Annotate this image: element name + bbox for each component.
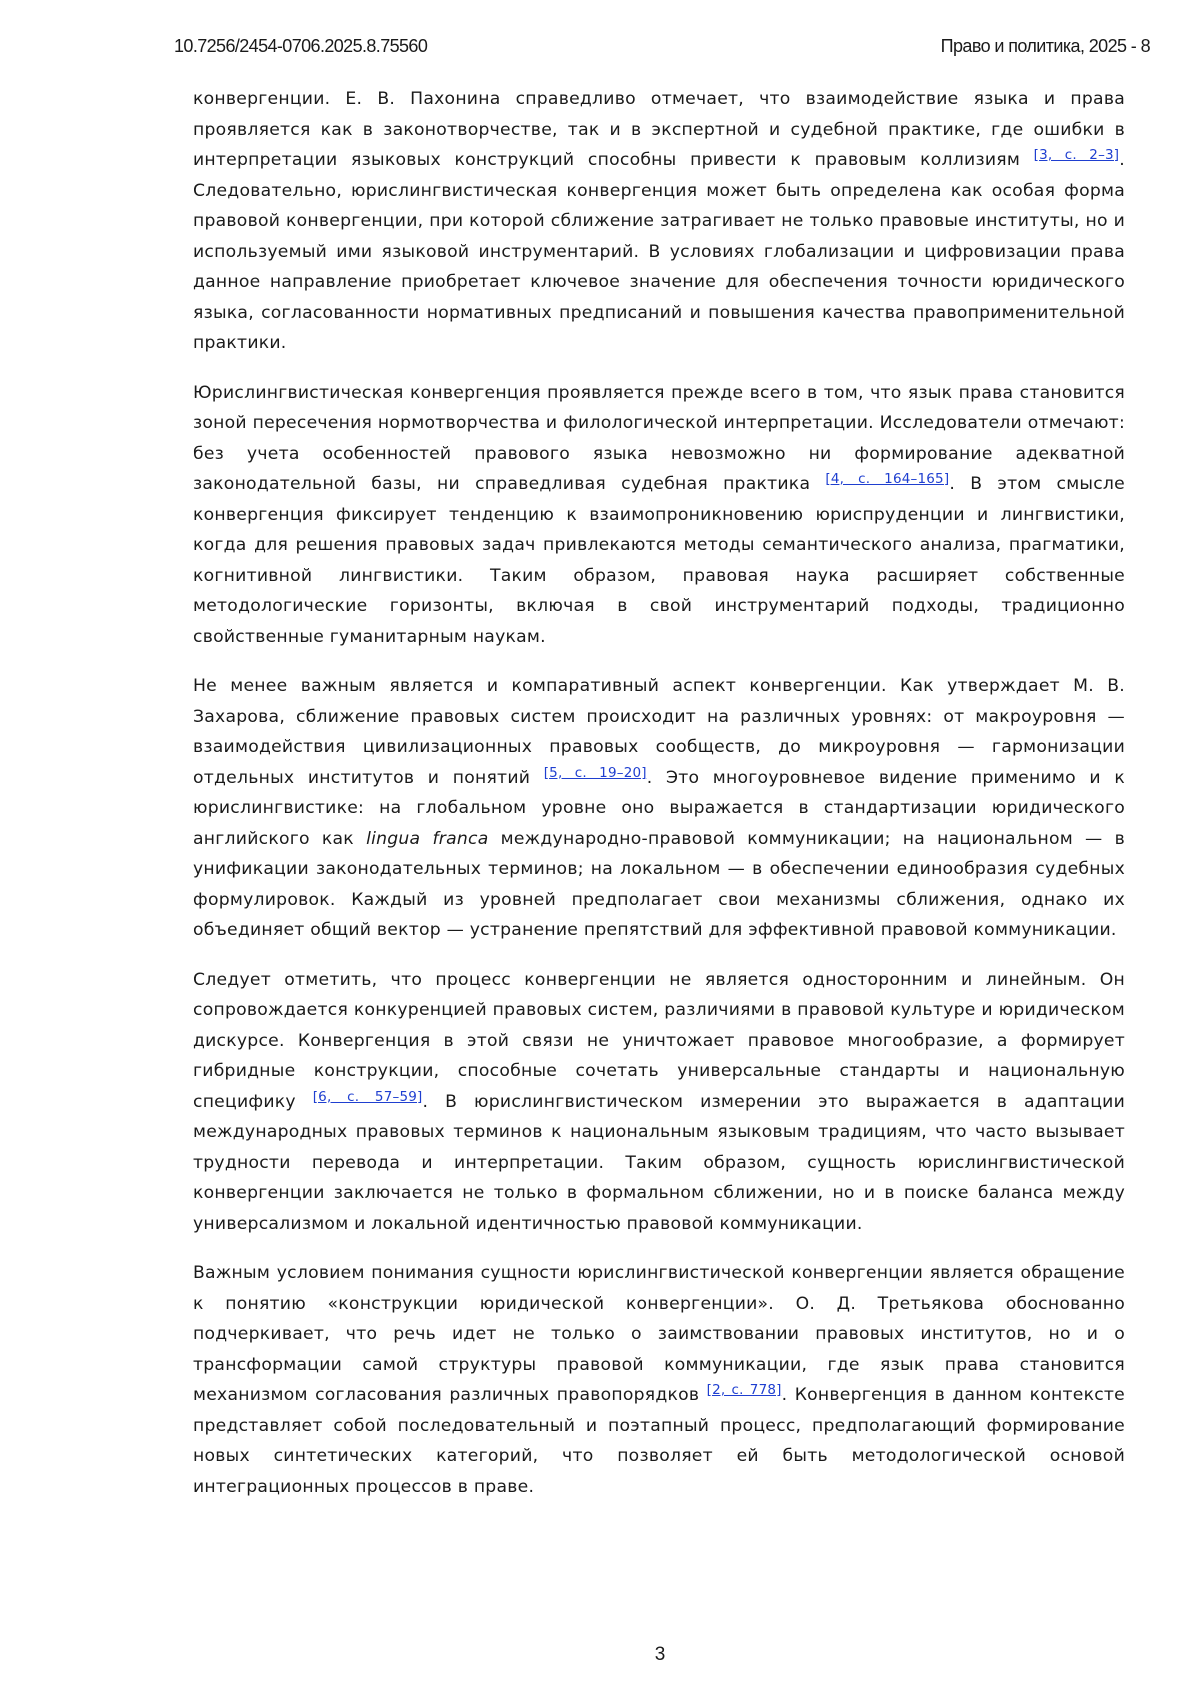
paragraph-text: . Это многоуровневое видение применимо и к юрислингвистике: на глобальном уровне оно выражается в стандартизации юридического английского как <box>193 768 1125 849</box>
paragraph-text: международно-правовой коммуникации; на национальном — в унификации законодательных терминов; на локальном — в обеспечении единообразия судебных формулировок. Каждый из уровней предполагает свои механизмы сближения, однако их объединяет общий вектор — устранение препятствий для эффективной правовой коммуникации. <box>193 829 1125 941</box>
paragraph-text: конвергенции. Е. В. Пахонина справедливо отмечает, что взаимодействие языка и права проявляется как в законотворчестве, так и в экспертной и судебной практике, где ошибки в интерпретации языковых конструкций способны привести к правовым коллизиям <box>193 89 1125 170</box>
page-header <box>174 36 1150 62</box>
paragraph-text: Не менее важным является и компаративный аспект конвергенции. Как утверждает М. В. Захарова, сближение правовых систем происходит на различных уровнях: от макроуровня — взаимодействия цивилизационных правовых сообществ, до микроуровня — гармонизации отдельных институтов и понятий <box>193 676 1125 788</box>
paragraph-text: . Конвергенция в данном контексте представляет собой последовательный и поэтапный процесс, предполагающий формирование новых синтетических категорий, что позволяет ей быть методологической основой интеграционных процессов в праве. <box>193 1385 1125 1497</box>
paragraph-3 <box>193 671 1125 946</box>
citation-link[interactable]: [5, с. 19–20] <box>544 765 647 781</box>
italic-term: lingua franca <box>366 829 488 849</box>
paragraph-5 <box>193 1258 1125 1502</box>
paragraph-text: Юрислингвистическая конвергенция проявляется прежде всего в том, что язык права становится зоной пересечения нормотворчества и филологической интерпретации. Исследователи отмечают: без учета особенностей правового языка невозможно ни формирование адекватной законодательной базы, ни справедливая судебная практика <box>193 383 1125 495</box>
citation-link[interactable]: [3, с. 2–3] <box>1034 147 1120 163</box>
paragraph-text: . Следовательно, юрислингвистическая конвергенция может быть определена как особая форма правовой конвергенции, при которой сближение затрагивает не только правовые институты, но и используемый ими языковой инструментарий. В условиях глобализации и цифровизации права данное направление приобретает ключевое значение для обеспечения точности юридического языка, согласованности нормативных предписаний и повышения качества правоприменительной практики. <box>193 150 1125 353</box>
paragraph-text: Важным условием понимания сущности юрислингвистической конвергенции является обращение к понятию «конструкции юридической конвергенции». О. Д. Третьякова обоснованно подчеркивает, что речь идет не только о заимствовании правовых институтов, но и о трансформации самой структуры правовой коммуникации, где язык права становится механизмом согласования различных правопорядков <box>193 1263 1125 1405</box>
paragraph-text: . В юрислингвистическом измерении это выражается в адаптации международных правовых терминов к национальным языковым традициям, что часто вызывает трудности перевода и интерпретации. Таким образом, сущность юрислингвистической конвергенции заключается не только в формальном сближении, но и в поиске баланса между универсализмом и локальной идентичностью правовой коммуникации. <box>193 1092 1125 1234</box>
journal-issue-label: Право и политика, 2025 - 8 <box>941 36 1150 57</box>
paragraph-1 <box>193 84 1125 359</box>
doi-label: 10.7256/2454-0706.2025.8.75560 <box>174 36 427 57</box>
citation-link[interactable]: [4, с. 164–165] <box>825 471 949 487</box>
paragraph-2 <box>193 378 1125 653</box>
page-number: 3 <box>0 1644 1200 1666</box>
paragraph-text: . В этом смысле конвергенция фиксирует тенденцию к взаимопроникновению юриспруденции и лингвистики, когда для решения правовых задач привлекаются методы семантического анализа, прагматики, когнитивной лингвистики. Таким образом, правовая наука расширяет собственные методологические горизонты, включая в свой инструментарий подходы, традиционно свойственные гуманитарным наукам. <box>193 474 1125 647</box>
paragraph-text: Следует отметить, что процесс конвергенции не является односторонним и линейным. Он сопровождается конкуренцией правовых систем, различиями в правовой культуре и юридическом дискурсе. Конвергенция в этой связи не уничтожает правовое многообразие, а формирует гибридные конструкции, способные сочетать универсальные стандарты и национальную специфику <box>193 970 1125 1112</box>
citation-link[interactable]: [2, с. 778] <box>707 1382 782 1398</box>
citation-link[interactable]: [6, с. 57–59] <box>313 1089 423 1105</box>
article-body <box>193 84 1125 1521</box>
paragraph-4 <box>193 965 1125 1240</box>
